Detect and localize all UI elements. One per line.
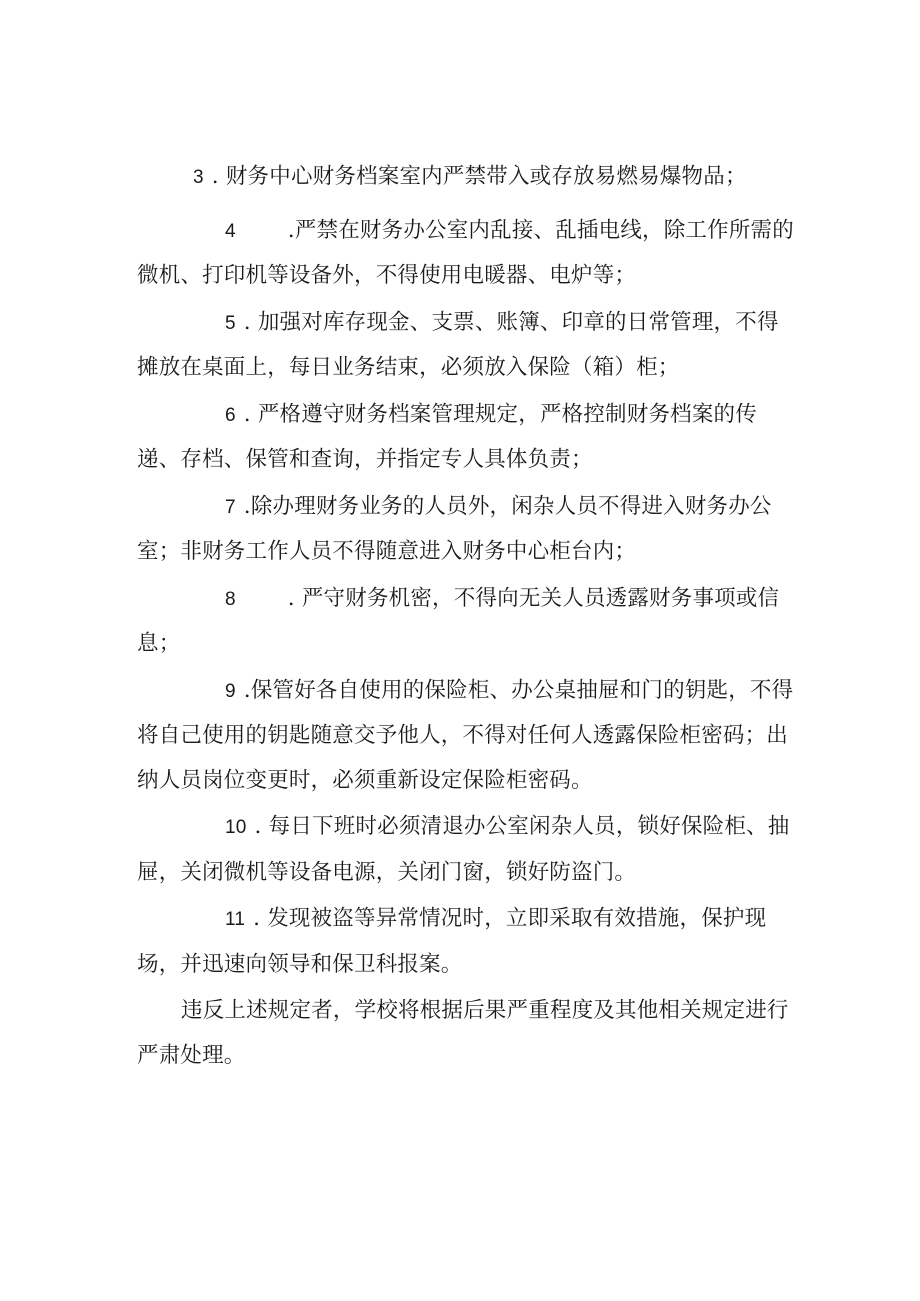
rule-number: 3 bbox=[193, 167, 204, 188]
rule-text: . 严守财务机密，不得向无关人员透露财务事项或信息； bbox=[137, 585, 780, 656]
rule-item-7 bbox=[137, 485, 797, 575]
closing-paragraph: 违反上述规定者，学校将根据后果严重程度及其他相关规定进行严肃处理。 bbox=[137, 998, 789, 1068]
rule-number: 8 bbox=[225, 588, 236, 610]
rule-item-5 bbox=[137, 301, 797, 391]
rule-number: 7 bbox=[225, 496, 236, 518]
document-body bbox=[137, 155, 797, 1078]
rule-item-6 bbox=[137, 393, 797, 483]
rule-number: 9 bbox=[225, 680, 236, 702]
rule-text: . 严格遵守财务档案管理规定，严格控制财务档案的传递、存档、保管和查询，并指定专人具体负责； bbox=[137, 401, 757, 472]
rule-item-10 bbox=[137, 805, 797, 895]
rule-text: .保管好各自使用的保险柜、办公桌抽屉和门的钥匙，不得将自己使用的钥匙随意交予他人，不得对任何人透露保险柜密码；出纳人员岗位变更时，必须重新设定保险柜密码。 bbox=[137, 677, 794, 793]
rule-text: . 每日下班时必须清退办公室闲杂人员，锁好保险柜、抽屉，关闭微机等设备电源，关闭门窗，锁好防盗门。 bbox=[137, 814, 790, 885]
rule-number: 6 bbox=[225, 404, 236, 426]
rule-text: . 发现被盗等异常情况时，立即采取有效措施，保护现场，并迅速向领导和保卫科报案。 bbox=[137, 906, 767, 977]
rule-item-3 bbox=[137, 155, 797, 201]
rule-item-11 bbox=[137, 897, 797, 987]
rule-item-9 bbox=[137, 669, 797, 804]
rule-text: . 财务中心财务档案室内严禁带入或存放易燃易爆物品； bbox=[211, 164, 747, 189]
rule-item-4 bbox=[137, 209, 797, 299]
rule-number: 11 bbox=[225, 909, 246, 930]
rule-number: 10 bbox=[225, 817, 247, 838]
rule-number: 5 bbox=[225, 312, 236, 334]
rule-text: .严禁在财务办公室内乱接、乱插电线，除工作所需的微机、打印机等设备外，不得使用电暖器、电炉等； bbox=[137, 217, 794, 288]
rule-text: .除办理财务业务的人员外，闲杂人员不得进入财务办公室；非财务工作人员不得随意进入财务中心柜台内； bbox=[137, 493, 772, 564]
rule-number: 4 bbox=[225, 220, 236, 242]
rule-text: . 加强对库存现金、支票、账簿、印章的日常管理，不得摊放在桌面上，每日业务结束，必须放入保险（箱）柜； bbox=[137, 309, 779, 380]
rule-item-8 bbox=[137, 577, 797, 667]
